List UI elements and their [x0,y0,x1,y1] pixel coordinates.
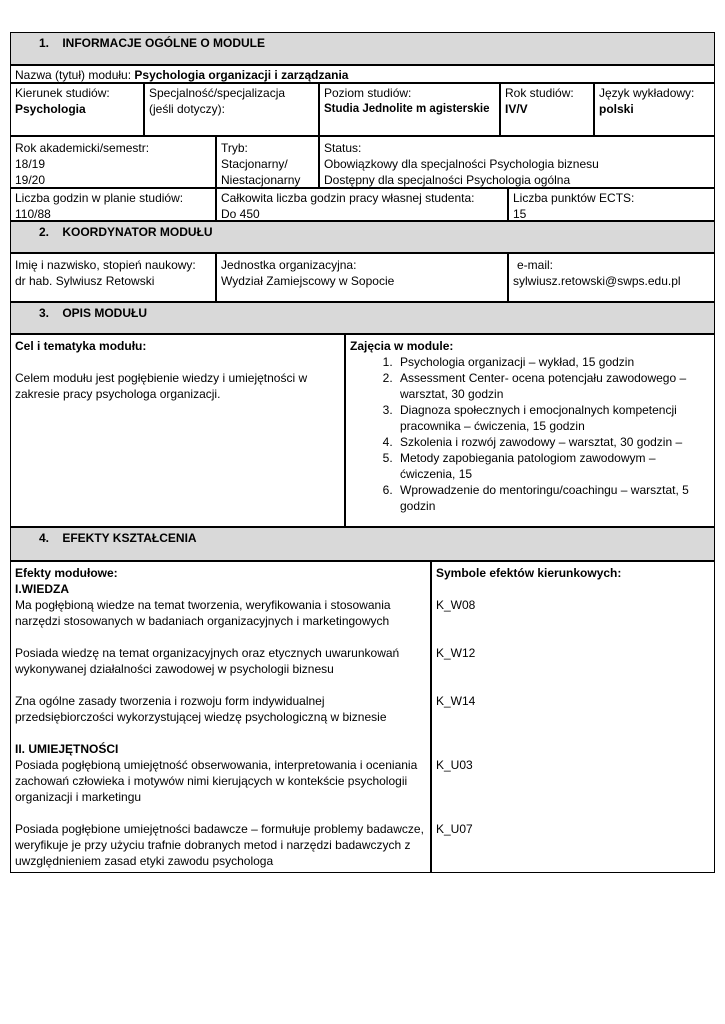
hours-cell [10,188,216,221]
field-label: Kierunek studiów: [15,86,110,100]
year-label: Rok studiów: [505,86,574,100]
section-1-number: 1. [39,36,50,50]
academic-year-1: 18/19 [15,157,46,171]
class-item: 2. Assessment Center- ocena potencjału zawodowego – warsztat, 30 godzin [396,370,710,402]
academic-year-label: Rok akademicki/semestr: [15,141,150,155]
class-item: 6. Wprowadzenie do mentoringu/coachingu – warsztat, 5 godzin [396,482,710,514]
skills-symbol: K_U03 [436,758,473,772]
section-2-title: KOORDYNATOR MODUŁU [62,225,213,239]
email-value: sylwiusz.retowski@swps.edu.pl [513,274,681,288]
level-cell [319,83,500,136]
knowledge-symbol: K_W14 [436,694,476,708]
symbols-label: Symbole efektów kierunkowych: [436,566,622,580]
goal-cell [10,334,345,527]
mode-1: Stacjonarny/ [221,157,288,171]
module-name-row [10,65,715,83]
spec-cell [144,83,319,136]
section-2-number: 2. [39,225,50,239]
effects-label: Efekty modułowe: [15,566,118,580]
hours-value: 110/88 [15,207,51,221]
email-cell [508,253,715,302]
section-1-title: INFORMACJE OGÓLNE O MODULE [62,36,266,50]
mode-2: Niestacjonarny [221,173,301,187]
effects-cell [10,561,431,873]
class-item: 5. Metody zapobiegania patologiom zawodowym – ćwiczenia, 15 [396,450,710,482]
level-value: Studia Jednolite m agisterskie [324,103,490,115]
status-1: Obowiązkowy dla specjalności Psychologia biznesu [324,157,599,171]
section-4-number: 4. [39,531,50,545]
org-unit-value: Wydział Zamiejscowy w Sopocie [221,274,395,288]
academic-year-cell [10,136,216,188]
section-4-header [10,527,715,561]
section-3-header [10,302,715,334]
language-label: Język wykładowy: [599,86,695,100]
knowledge-effect: Ma pogłębioną wiedze na temat tworzenia, weryfikowania i stosowania narzędzi stosowanych w badaniach organizacyjnych i marketingowych [15,598,391,628]
coordinator-name-value: dr hab. Sylwiusz Retowski [15,274,155,288]
mode-label: Tryb: [221,141,248,155]
level-label: Poziom studiów: [324,86,412,100]
spec-label: Specjalność/specjalizacja [149,86,286,100]
status-label: Status: [324,141,362,155]
goal-label: Cel i tematyka modułu: [15,339,147,353]
ects-cell [508,188,715,221]
class-item: 3. Diagnoza społecznych i emocjonalnych kompetencji pracownika – ćwiczenia, 15 godzin [396,402,710,434]
coordinator-name-cell [10,253,216,302]
section-1-header [10,32,715,65]
skills-effect: Posiada pogłębione umiejętności badawcze – formułuje problemy badawcze, weryfikuje je przy użyciu trafnie dobranych metod i narzędzi badawczych z uwzględnieniem zasad etyki zawodu psychologa [15,822,424,868]
language-value: polski [599,102,634,116]
org-unit-cell [216,253,508,302]
coordinator-name-label: Imię i nazwisko, stopień naukowy: [15,258,196,272]
email-label: e-mail: [517,258,554,272]
field-cell [10,83,144,136]
knowledge-heading: I.WIEDZA [15,582,69,596]
classes-cell [345,334,715,527]
year-cell [500,83,594,136]
skills-heading: II. UMIEJĘTNOŚCI [15,742,119,756]
section-2-header [10,221,715,253]
section-3-number: 3. [39,306,50,320]
language-cell [594,83,715,136]
self-work-cell [216,188,508,221]
symbols-cell [431,561,715,873]
hours-label: Liczba godzin w planie studiów: [15,191,184,205]
classes-list [350,354,710,514]
knowledge-symbol: K_W08 [436,598,476,612]
knowledge-symbol: K_W12 [436,646,476,660]
org-unit-label: Jednostka organizacyjna: [221,258,357,272]
knowledge-effect: Posiada wiedzę na temat organizacyjnych oraz etycznych uwarunkowań wykonywanej działalności zawodowej w psychologii biznesu [15,646,400,676]
section-4-title: EFEKTY KSZTAŁCENIA [62,531,197,545]
module-name-value: Psychologia organizacji i zarządzania [134,68,349,82]
self-work-label: Całkowita liczba godzin pracy własnej studenta: [221,191,475,205]
class-item: 4. Szkolenia i rozwój zawodowy – warsztat, 30 godzin – [396,434,710,450]
self-work-value: Do 450 [221,207,260,221]
spec-label-2: (jeśli dotyczy): [149,102,226,116]
skills-symbol: K_U07 [436,822,473,836]
goal-text: Celem modułu jest pogłębienie wiedzy i umiejętności w zakresie pracy psychologa organizacji. [15,371,308,401]
skills-effect: Posiada pogłębioną umiejętność obserwowania, interpretowania i oceniania zachowań człowieka i motywów nimi kierujących w kontekście psychologii organizacji i marketingu [15,758,418,804]
field-value: Psychologia [15,102,86,116]
status-cell [319,136,715,188]
classes-label: Zajęcia w module: [350,339,454,353]
module-name-label: Nazwa (tytuł) modułu: [15,68,132,82]
status-2: Dostępny dla specjalności Psychologia ogólna [324,173,571,187]
knowledge-effect: Zna ogólne zasady tworzenia i rozwoju form indywidualnej przedsiębiorczości wykorzystującej wiedzę psychologiczną w biznesie [15,694,387,724]
year-value: IV/V [505,102,528,116]
class-item: 1. Psychologia organizacji – wykład, 15 godzin [396,354,710,370]
section-3-title: OPIS MODUŁU [62,306,148,320]
mode-cell [216,136,319,188]
ects-label: Liczba punktów ECTS: [513,191,635,205]
ects-value: 15 [513,207,527,221]
academic-year-2: 19/20 [15,173,46,187]
